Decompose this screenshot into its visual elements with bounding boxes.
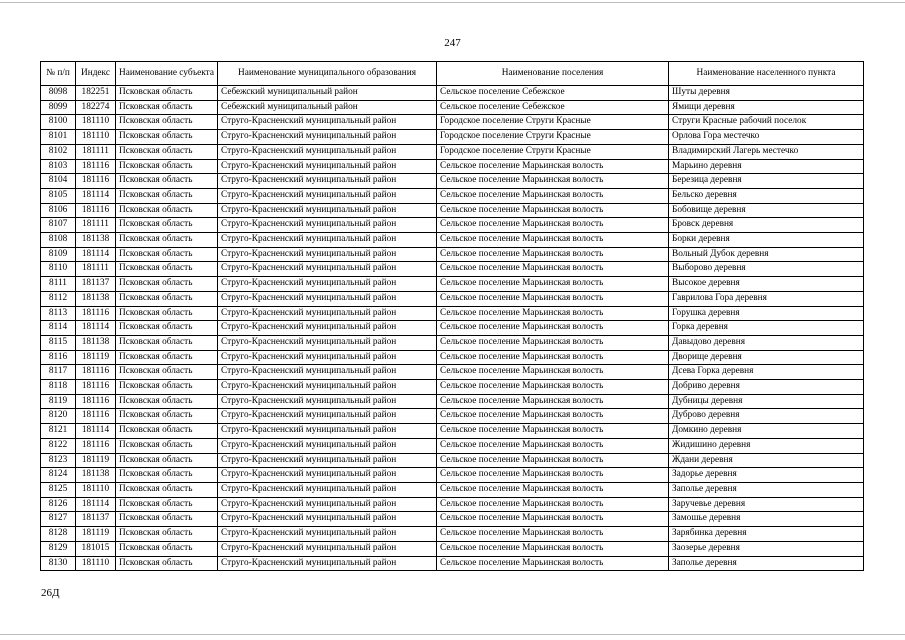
table-row [41, 527, 864, 542]
cell-locality: Бельско деревня [669, 188, 864, 203]
cell-num: 8110 [41, 262, 76, 277]
cell-subject: Псковская область [116, 86, 218, 101]
cell-num: 8113 [41, 306, 76, 321]
cell-settlement: Сельское поселение Марьинская волость [437, 527, 669, 542]
cell-municipality: Струго-Красненский муниципальный район [218, 394, 437, 409]
cell-subject: Псковская область [116, 468, 218, 483]
cell-subject: Псковская область [116, 144, 218, 159]
cell-subject: Псковская область [116, 497, 218, 512]
cell-settlement: Сельское поселение Марьинская волость [437, 350, 669, 365]
cell-num: 8105 [41, 188, 76, 203]
header-locality: Наименование населенного пункта [669, 62, 864, 86]
cell-subject: Псковская область [116, 335, 218, 350]
cell-settlement: Сельское поселение Марьинская волость [437, 321, 669, 336]
cell-settlement: Сельское поселение Марьинская волость [437, 497, 669, 512]
page-number: 247 [444, 37, 461, 49]
cell-num: 8123 [41, 453, 76, 468]
cell-index: 182274 [76, 100, 116, 115]
table-row [41, 512, 864, 527]
cell-settlement: Сельское поселение Марьинская волость [437, 218, 669, 233]
cell-index: 181119 [76, 527, 116, 542]
cell-settlement: Сельское поселение Марьинская волость [437, 233, 669, 248]
cell-settlement: Сельское поселение Марьинская волость [437, 438, 669, 453]
cell-municipality: Струго-Красненский муниципальный район [218, 350, 437, 365]
table-row [41, 233, 864, 248]
cell-subject: Псковская область [116, 482, 218, 497]
cell-index: 181110 [76, 115, 116, 130]
table-row [41, 350, 864, 365]
cell-num: 8117 [41, 365, 76, 380]
cell-num: 8102 [41, 144, 76, 159]
cell-municipality: Струго-Красненский муниципальный район [218, 115, 437, 130]
cell-settlement: Сельское поселение Марьинская волость [437, 556, 669, 571]
cell-locality: Борки деревня [669, 233, 864, 248]
cell-subject: Псковская область [116, 394, 218, 409]
cell-subject: Псковская область [116, 453, 218, 468]
cell-num: 8125 [41, 482, 76, 497]
cell-subject: Псковская область [116, 233, 218, 248]
cell-subject: Псковская область [116, 424, 218, 439]
cell-num: 8129 [41, 541, 76, 556]
table-row [41, 203, 864, 218]
cell-municipality: Себежский муниципальный район [218, 86, 437, 101]
cell-num: 8126 [41, 497, 76, 512]
cell-subject: Псковская область [116, 130, 218, 145]
cell-municipality: Струго-Красненский муниципальный район [218, 409, 437, 424]
cell-municipality: Струго-Красненский муниципальный район [218, 233, 437, 248]
cell-num: 8130 [41, 556, 76, 571]
table-row [41, 188, 864, 203]
cell-num: 8109 [41, 247, 76, 262]
cell-num: 8124 [41, 468, 76, 483]
cell-num: 8103 [41, 159, 76, 174]
cell-settlement: Сельское поселение Марьинская волость [437, 380, 669, 395]
cell-settlement: Сельское поселение Марьинская волость [437, 409, 669, 424]
cell-subject: Псковская область [116, 380, 218, 395]
cell-municipality: Струго-Красненский муниципальный район [218, 365, 437, 380]
cell-subject: Псковская область [116, 527, 218, 542]
cell-index: 181138 [76, 468, 116, 483]
cell-municipality: Струго-Красненский муниципальный район [218, 218, 437, 233]
cell-municipality: Струго-Красненский муниципальный район [218, 159, 437, 174]
table-row [41, 100, 864, 115]
cell-municipality: Струго-Красненский муниципальный район [218, 335, 437, 350]
cell-settlement: Сельское поселение Марьинская волость [437, 159, 669, 174]
cell-index: 181114 [76, 497, 116, 512]
cell-municipality: Струго-Красненский муниципальный район [218, 130, 437, 145]
cell-locality: Ждани деревня [669, 453, 864, 468]
cell-index: 181116 [76, 409, 116, 424]
cell-municipality: Струго-Красненский муниципальный район [218, 438, 437, 453]
cell-settlement: Сельское поселение Марьинская волость [437, 453, 669, 468]
cell-locality: Березица деревня [669, 174, 864, 189]
table-row [41, 365, 864, 380]
cell-municipality: Струго-Красненский муниципальный район [218, 380, 437, 395]
cell-index: 181114 [76, 247, 116, 262]
cell-index: 181137 [76, 512, 116, 527]
table-row [41, 556, 864, 571]
cell-num: 8099 [41, 100, 76, 115]
table-row [41, 497, 864, 512]
cell-locality: Ямищи деревня [669, 100, 864, 115]
table-row [41, 144, 864, 159]
cell-num: 8114 [41, 321, 76, 336]
table-row [41, 115, 864, 130]
cell-settlement: Сельское поселение Себежское [437, 86, 669, 101]
cell-settlement: Сельское поселение Марьинская волость [437, 468, 669, 483]
table-row [41, 174, 864, 189]
table-row [41, 468, 864, 483]
cell-settlement: Сельское поселение Марьинская волость [437, 306, 669, 321]
cell-locality: Выборово деревня [669, 262, 864, 277]
cell-subject: Псковская область [116, 174, 218, 189]
cell-locality: Заполье деревня [669, 556, 864, 571]
cell-index: 181116 [76, 174, 116, 189]
cell-num: 8118 [41, 380, 76, 395]
cell-index: 181114 [76, 188, 116, 203]
cell-index: 181119 [76, 453, 116, 468]
cell-locality: Замошье деревня [669, 512, 864, 527]
table-row [41, 277, 864, 292]
cell-locality: Горушка деревня [669, 306, 864, 321]
cell-municipality: Себежский муниципальный район [218, 100, 437, 115]
cell-locality: Высокое деревня [669, 277, 864, 292]
cell-index: 181116 [76, 159, 116, 174]
header-num: № п/п [41, 62, 76, 86]
cell-locality: Дуброво деревня [669, 409, 864, 424]
cell-num: 8121 [41, 424, 76, 439]
table-row [41, 247, 864, 262]
cell-settlement: Сельское поселение Марьинская волость [437, 247, 669, 262]
cell-index: 181116 [76, 365, 116, 380]
table-row [41, 291, 864, 306]
cell-index: 181111 [76, 218, 116, 233]
cell-index: 181116 [76, 394, 116, 409]
cell-settlement: Городское поселение Струги Красные [437, 115, 669, 130]
cell-num: 8122 [41, 438, 76, 453]
cell-locality: Дсева Горка деревня [669, 365, 864, 380]
scan-edge-top [0, 2, 905, 3]
cell-municipality: Струго-Красненский муниципальный район [218, 306, 437, 321]
table-row [41, 380, 864, 395]
cell-municipality: Струго-Красненский муниципальный район [218, 277, 437, 292]
cell-locality: Добриво деревня [669, 380, 864, 395]
cell-index: 181137 [76, 277, 116, 292]
cell-settlement: Сельское поселение Себежское [437, 100, 669, 115]
cell-locality: Задорье деревня [669, 468, 864, 483]
cell-subject: Псковская область [116, 188, 218, 203]
cell-locality: Дворище деревня [669, 350, 864, 365]
cell-locality: Бровск деревня [669, 218, 864, 233]
table-row [41, 453, 864, 468]
cell-num: 8111 [41, 277, 76, 292]
table-row [41, 130, 864, 145]
table-row [41, 482, 864, 497]
cell-locality: Домкино деревня [669, 424, 864, 439]
table-body [41, 86, 864, 571]
cell-settlement: Сельское поселение Марьинская волость [437, 512, 669, 527]
cell-num: 8104 [41, 174, 76, 189]
cell-settlement: Городское поселение Струги Красные [437, 130, 669, 145]
header-subject: Наименование субъекта [116, 62, 218, 86]
cell-locality: Бобовище деревня [669, 203, 864, 218]
cell-settlement: Сельское поселение Марьинская волость [437, 262, 669, 277]
cell-index: 181114 [76, 321, 116, 336]
cell-index: 181110 [76, 482, 116, 497]
bottom-note: 26Д [41, 587, 60, 599]
cell-locality: Орлова Гора местечко [669, 130, 864, 145]
cell-municipality: Струго-Красненский муниципальный район [218, 262, 437, 277]
cell-municipality: Струго-Красненский муниципальный район [218, 321, 437, 336]
cell-index: 181116 [76, 203, 116, 218]
header-municipality: Наименование муниципального образования [218, 62, 437, 86]
cell-settlement: Сельское поселение Марьинская волость [437, 365, 669, 380]
table-row [41, 335, 864, 350]
cell-municipality: Струго-Красненский муниципальный район [218, 482, 437, 497]
cell-settlement: Сельское поселение Марьинская волость [437, 203, 669, 218]
cell-municipality: Струго-Красненский муниципальный район [218, 144, 437, 159]
cell-settlement: Сельское поселение Марьинская волость [437, 394, 669, 409]
cell-subject: Псковская область [116, 277, 218, 292]
table-row [41, 321, 864, 336]
cell-locality: Зарябинка деревня [669, 527, 864, 542]
cell-subject: Псковская область [116, 512, 218, 527]
cell-settlement: Сельское поселение Марьинская волость [437, 482, 669, 497]
cell-settlement: Сельское поселение Марьинская волость [437, 424, 669, 439]
cell-index: 181138 [76, 335, 116, 350]
cell-locality: Шуты деревня [669, 86, 864, 101]
cell-municipality: Струго-Красненский муниципальный район [218, 188, 437, 203]
table-row [41, 86, 864, 101]
cell-num: 8100 [41, 115, 76, 130]
table-row [41, 409, 864, 424]
table-row [41, 424, 864, 439]
cell-num: 8115 [41, 335, 76, 350]
cell-municipality: Струго-Красненский муниципальный район [218, 512, 437, 527]
cell-subject: Псковская область [116, 321, 218, 336]
cell-settlement: Сельское поселение Марьинская волость [437, 541, 669, 556]
cell-subject: Псковская область [116, 438, 218, 453]
cell-index: 181114 [76, 424, 116, 439]
cell-num: 8127 [41, 512, 76, 527]
cell-subject: Псковская область [116, 350, 218, 365]
cell-municipality: Струго-Красненский муниципальный район [218, 174, 437, 189]
cell-settlement: Сельское поселение Марьинская волость [437, 335, 669, 350]
cell-locality: Заручевье деревня [669, 497, 864, 512]
cell-num: 8120 [41, 409, 76, 424]
header-index: Индекс [76, 62, 116, 86]
cell-num: 8098 [41, 86, 76, 101]
cell-settlement: Сельское поселение Марьинская волость [437, 277, 669, 292]
cell-subject: Псковская область [116, 203, 218, 218]
cell-index: 181116 [76, 306, 116, 321]
cell-index: 181015 [76, 541, 116, 556]
cell-municipality: Струго-Красненский муниципальный район [218, 203, 437, 218]
table-row [41, 394, 864, 409]
cell-municipality: Струго-Красненский муниципальный район [218, 453, 437, 468]
cell-num: 8112 [41, 291, 76, 306]
table-row [41, 541, 864, 556]
scan-edge-bottom [0, 634, 905, 635]
cell-locality: Вольный Дубок деревня [669, 247, 864, 262]
cell-subject: Псковская область [116, 306, 218, 321]
cell-num: 8108 [41, 233, 76, 248]
cell-locality: Горка деревня [669, 321, 864, 336]
cell-subject: Псковская область [116, 541, 218, 556]
cell-index: 181111 [76, 262, 116, 277]
cell-index: 181119 [76, 350, 116, 365]
cell-locality: Дубницы деревня [669, 394, 864, 409]
cell-municipality: Струго-Красненский муниципальный район [218, 291, 437, 306]
cell-index: 181111 [76, 144, 116, 159]
table-row [41, 159, 864, 174]
cell-num: 8101 [41, 130, 76, 145]
cell-subject: Псковская область [116, 291, 218, 306]
cell-municipality: Струго-Красненский муниципальный район [218, 541, 437, 556]
cell-settlement: Сельское поселение Марьинская волость [437, 174, 669, 189]
cell-index: 181110 [76, 130, 116, 145]
cell-municipality: Струго-Красненский муниципальный район [218, 247, 437, 262]
cell-locality: Марьино деревня [669, 159, 864, 174]
cell-subject: Псковская область [116, 159, 218, 174]
cell-municipality: Струго-Красненский муниципальный район [218, 527, 437, 542]
cell-num: 8116 [41, 350, 76, 365]
cell-municipality: Струго-Красненский муниципальный район [218, 497, 437, 512]
cell-locality: Гаврилова Гора деревня [669, 291, 864, 306]
cell-locality: Владимирский Лагерь местечко [669, 144, 864, 159]
cell-subject: Псковская область [116, 262, 218, 277]
cell-num: 8107 [41, 218, 76, 233]
cell-num: 8106 [41, 203, 76, 218]
cell-locality: Заполье деревня [669, 482, 864, 497]
cell-index: 181116 [76, 438, 116, 453]
cell-subject: Псковская область [116, 556, 218, 571]
cell-subject: Псковская область [116, 409, 218, 424]
table-row [41, 306, 864, 321]
cell-index: 181116 [76, 380, 116, 395]
cell-locality: Давыдово деревня [669, 335, 864, 350]
cell-locality: Струги Красные рабочий поселок [669, 115, 864, 130]
table-header-row [41, 62, 864, 86]
cell-subject: Псковская область [116, 115, 218, 130]
cell-settlement: Сельское поселение Марьинская волость [437, 188, 669, 203]
cell-index: 181110 [76, 556, 116, 571]
cell-subject: Псковская область [116, 218, 218, 233]
cell-num: 8128 [41, 527, 76, 542]
cell-index: 181138 [76, 291, 116, 306]
table-row [41, 438, 864, 453]
localities-table [40, 61, 864, 571]
cell-num: 8119 [41, 394, 76, 409]
cell-municipality: Струго-Красненский муниципальный район [218, 468, 437, 483]
cell-settlement: Городское поселение Струги Красные [437, 144, 669, 159]
cell-municipality: Струго-Красненский муниципальный район [218, 424, 437, 439]
header-settlement: Наименование поселения [437, 62, 669, 86]
cell-subject: Псковская область [116, 247, 218, 262]
table-row [41, 262, 864, 277]
cell-index: 182251 [76, 86, 116, 101]
cell-locality: Заозерье деревня [669, 541, 864, 556]
table-row [41, 218, 864, 233]
cell-subject: Псковская область [116, 365, 218, 380]
cell-index: 181138 [76, 233, 116, 248]
cell-subject: Псковская область [116, 100, 218, 115]
cell-municipality: Струго-Красненский муниципальный район [218, 556, 437, 571]
cell-settlement: Сельское поселение Марьинская волость [437, 291, 669, 306]
cell-locality: Жидишино деревня [669, 438, 864, 453]
